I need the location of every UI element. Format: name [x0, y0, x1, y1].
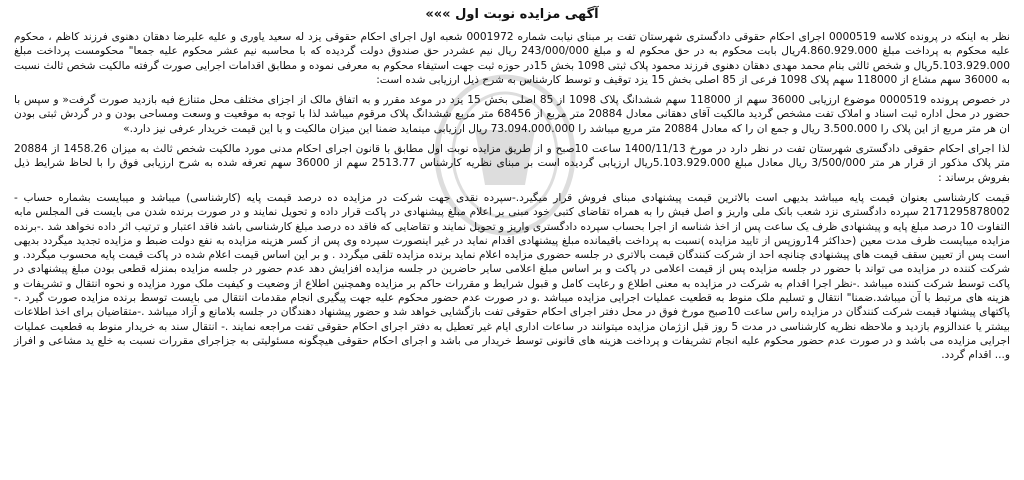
notice-title: آگهی مزایده نوبت اول »»»: [425, 7, 599, 22]
notice-paragraph-auction-date: لذا اجرای احکام حقوقی دادگستری شهرستان تفت در نظر دارد در مورخ 1400/11/13 ساعت 10صبح و از طریق مزایده نوبت اول مطابق با قانون اجرای احکام مدنی مورد مالکیت شخص ثالث به میزان 1458.26 از 20884 متر پلاک مذکور از قرار هر متر 3/500/000 ریال معادل مبلغ 5.103.929.000ریال ارزیابی گردیده است بر مبنای نظریه کارشناس 2513.77 سهم از 36000 سهم تعرفه شده به شرح ارزیابی فوق را با لحاظ شرایط ذیل بفروش برساند :: [14, 143, 1011, 184]
notice-paragraph-terms: قیمت کارشناسی بعنوان قیمت پایه میباشد بدیهی است بالاترین قیمت پیشنهادی مبنای فروش قرار میگیرد.-سپرده نقدی جهت شرکت در مزایده ده درصد قیمت پایه (کارشناسی) میباشد و میبایست بشماره حساب - 2171295878002 سپرده دادگستری نزد شعب بانک ملی واریز و اصل فیش را به همراه تقاضای کتبی خود مبنی بر اعلام مبلغ پیشنهادی در پاکت قرار داده و تحویل نمایند و در صورت برنده شدن می بایست فی المجلس مابه التفاوت 10 درصد مبلغ پایه و پیشنهادی ظرف یک ساعت پس از اخذ شناسه از اجرا بحساب سپرده دادگستری واریز و تحویل نمایند و تقاضایی که فاقد ده درصد مبلغ کارشناسی باشد فاقد اعتبار و ترتیب اثر داده نخواهد شد .-برنده مزایده میبایست ظرف مدت معین (حداکثر 14روزپس از تایید مزایده )نسبت به پرداخت باقیمانده مبلغ پیشنهادی اقدام نماید در غیر اینصورت سپرده وی پس از کسر هزینه مزایده به نفع دولت ضبط و مزایده تجدید میگردد بدیهی است پس از تعیین سقف قیمت های پیشنهادی چنانچه احد از شرکت کنندگان قیمت بالاتری در جلسه حضوری مزایده اعلام نماید برنده مزایده تلقی میگردد . و بر این اساس قیمت اعلام شده در پاکت قیمت پایه محسوب میگردد. و شرکت کننده در مزایده می تواند با حضور در جلسه مزایده پس از قیمت اعلامی در پاکت و بر اساس مبلغ اعلامی سایر حاضرین در جلسه مزایده افزایش دهد عدم حضور در جلسه مزایده بمنزله قطعی بودن مبلغ پیشنهادی در پاکت توسط شرکت کننده میباشد .-نظر اجرا اقدام به شرکت در مزایده به معنی اطلاع و رعایت کامل و قبول شرایط و مقررات حاکم بر مزایده وهمچنین اطلاع از وضعیت و کیفیت ملک مورد مزایده و نحوه انتقال و تشریفات و هزینه های مرتبط با آن میباشد.ضمنا" انتقال و تسلیم ملک منوط به قطعیت عملیات اجرایی مزایده میباشد .و در صورت عدم حضور محکوم علیه جهت پیگیری انجام مقدمات انتقال می بایست توسط برنده مزایده صورت گیرد .-پاکتهای پیشنهاد قیمت شرکت کنندگان در مزایده راس ساعت 10صبح مورخ فوق در محل دفتر اجرای احکام حقوقی تفت بازگشایی خواهد شد و حضور پیشنهاد دهندگان در جلسه بلامانع و آزاد میباشد .-متقاضیان برای اخذ اطلاعات بیشتر یا عندالزوم بازدید و ملاحظه نظریه کارشناسی در مدت 5 روز قبل ازژمان مزایده میتوانند در ساعات اداری ایام غیر تعطیل به دفتر اجرای احکام حقوقی تفت مراجعه نمایند .- انتقال سند به خریدار منوط به قطعیت عملیات اجرایی مزایده می باشد و در صورت عدم حضور محکوم علیه انجام تشریفات و پرداخت هزینه های قانونی توسط خریدار می باشد و اجرای احکام حقوقی هیچگونه مسئولیتی به جزاجرای مقررات نسبت به خلع ید مشاعی و افراز و... اقدام گردد.: [14, 191, 1010, 362]
notice-paragraph-case: نظر به اینکه در پرونده کلاسه 0000519 اجرای احکام حقوقی دادگستری شهرستان تفت بر مبنای نیابت شماره 0001972 شعبه اول اجرای احکام حقوقی یزد له سعید یاوری و علیه علیرضا دهقان دهنوی فرزند کاظم ، محکوم علیه محکوم به پرداخت مبلغ 4.860.929.000ریال بابت محکوم به در حق محکوم له و مبلغ 243/000/000 ریال نیم عشردر حق صندوق دولت گردیده که با محاسبه نیم عشر محکوم علیه جمعا" محکومست پرداخت مبلغ 5.103.929.000ریال و شخص ثالثی بنام محمد مهدی دهقان دهنوی فرزند محمود پلاک ثبتی 1098 بخش 15در حوزه ثبت جهت استیفاء محکوم به معرفی نموده و مطابق اقدامات اجرایی صورت گرفته مالکیت شخص ثالث نسبت به 36000 سهم مشاع از 118000 سهم پلاک 1098 فرعی از 85 اصلی بخش 15 یزد توقیف و توسط کارشناس به شرح ذیل ارزیابی شده است:: [14, 31, 1010, 86]
notice-paragraph-appraisal: در خصوص پرونده 0000519 موضوع ارزیابی 36000 سهم از 118000 سهم ششدانگ پلاک 1098 از 85 اصلی بخش 15 یزد در موعد مقرر و به اتفاق مالک از اجزای مختلف محل متنازع فیه بازدید صورت گرفت« و سپس با حضور در محل اداره ثبت اسناد و املاک تفت مشخص گردید مالکیت آقای دهقانی معادل 20884 متر مربع از 68456 متر مربع ششدانگ پلاک مرقوم میباشد لذا با توجه به موقعیت و وسعت ومساحی بودن و در گردش ثبتی بودن ان هر متر مربع از این پلاک را 3.500.000 ریال و جمع ان را که معادل 20884 متر مربع میباشد را 73.094.000.000 ریال ارزیابی مینماید ضمنا این میزان مالکیت و با این قیمت خریدار عرفی نیز دارد.»: [14, 94, 1011, 135]
